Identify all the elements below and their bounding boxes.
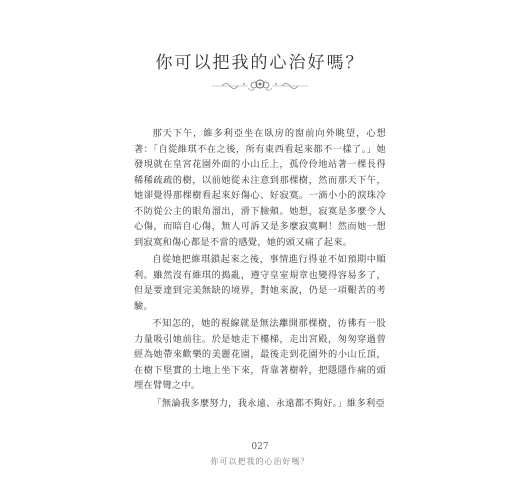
chapter-title: 你可以把我的心治好嗎？: [155, 53, 365, 73]
paragraph: 自從她把維琪鎖起來之後，事情進行得並不如預期中順利。雖然沒有維琪的搗亂，遵守皇室規章也變得容易多了，但是要達到完美無缺的境界，對她來說，仍是一項艱苦的考驗。: [134, 254, 386, 312]
floral-ornament-icon: [208, 76, 312, 94]
paragraph: 那天下午，維多利亞坐在臥房的窗前向外眺望，心想著：「自從維琪不在之後，所有東西看起來都不一樣了。」她發現就在皇宮花園外面的小山丘上，孤伶伶地站著一棵長得稀稀疏疏的樹，以前她從未注意到那棵樹，然而那天下午，她卻覺得那棵樹看起來好傷心、好寂寞。一滴小小的淚珠冷不防從公主的眼角溜出，滑下臉頰。她想，寂寞是多麼令人心傷，而暗自心傷，無人可訴又是多麼寂寞啊！然而她一想到寂寞和傷心都是不當的感覺，她的頭又痛了起來。: [134, 128, 386, 248]
paragraph: 不知怎的，她的視線就是無法離開那棵樹，彷彿有一股力量吸引她前往。於是她走下樓梯，走出宮殿，匆匆穿過曾經為她帶來歡樂的美麗花園，最後走到花園外的小山丘頂，在樹下堅實的土地上坐下來，背靠著樹幹，把隱隱作痛的頭埋在臂彎之中。: [134, 318, 386, 391]
page-number: 027: [251, 442, 269, 452]
paragraph: 「無論我多麼努力，我永遠、永遠都不夠好。」維多利亞: [152, 397, 385, 409]
body-text: [134, 126, 386, 413]
running-title: 你可以把我的心治好嗎？: [210, 457, 310, 466]
